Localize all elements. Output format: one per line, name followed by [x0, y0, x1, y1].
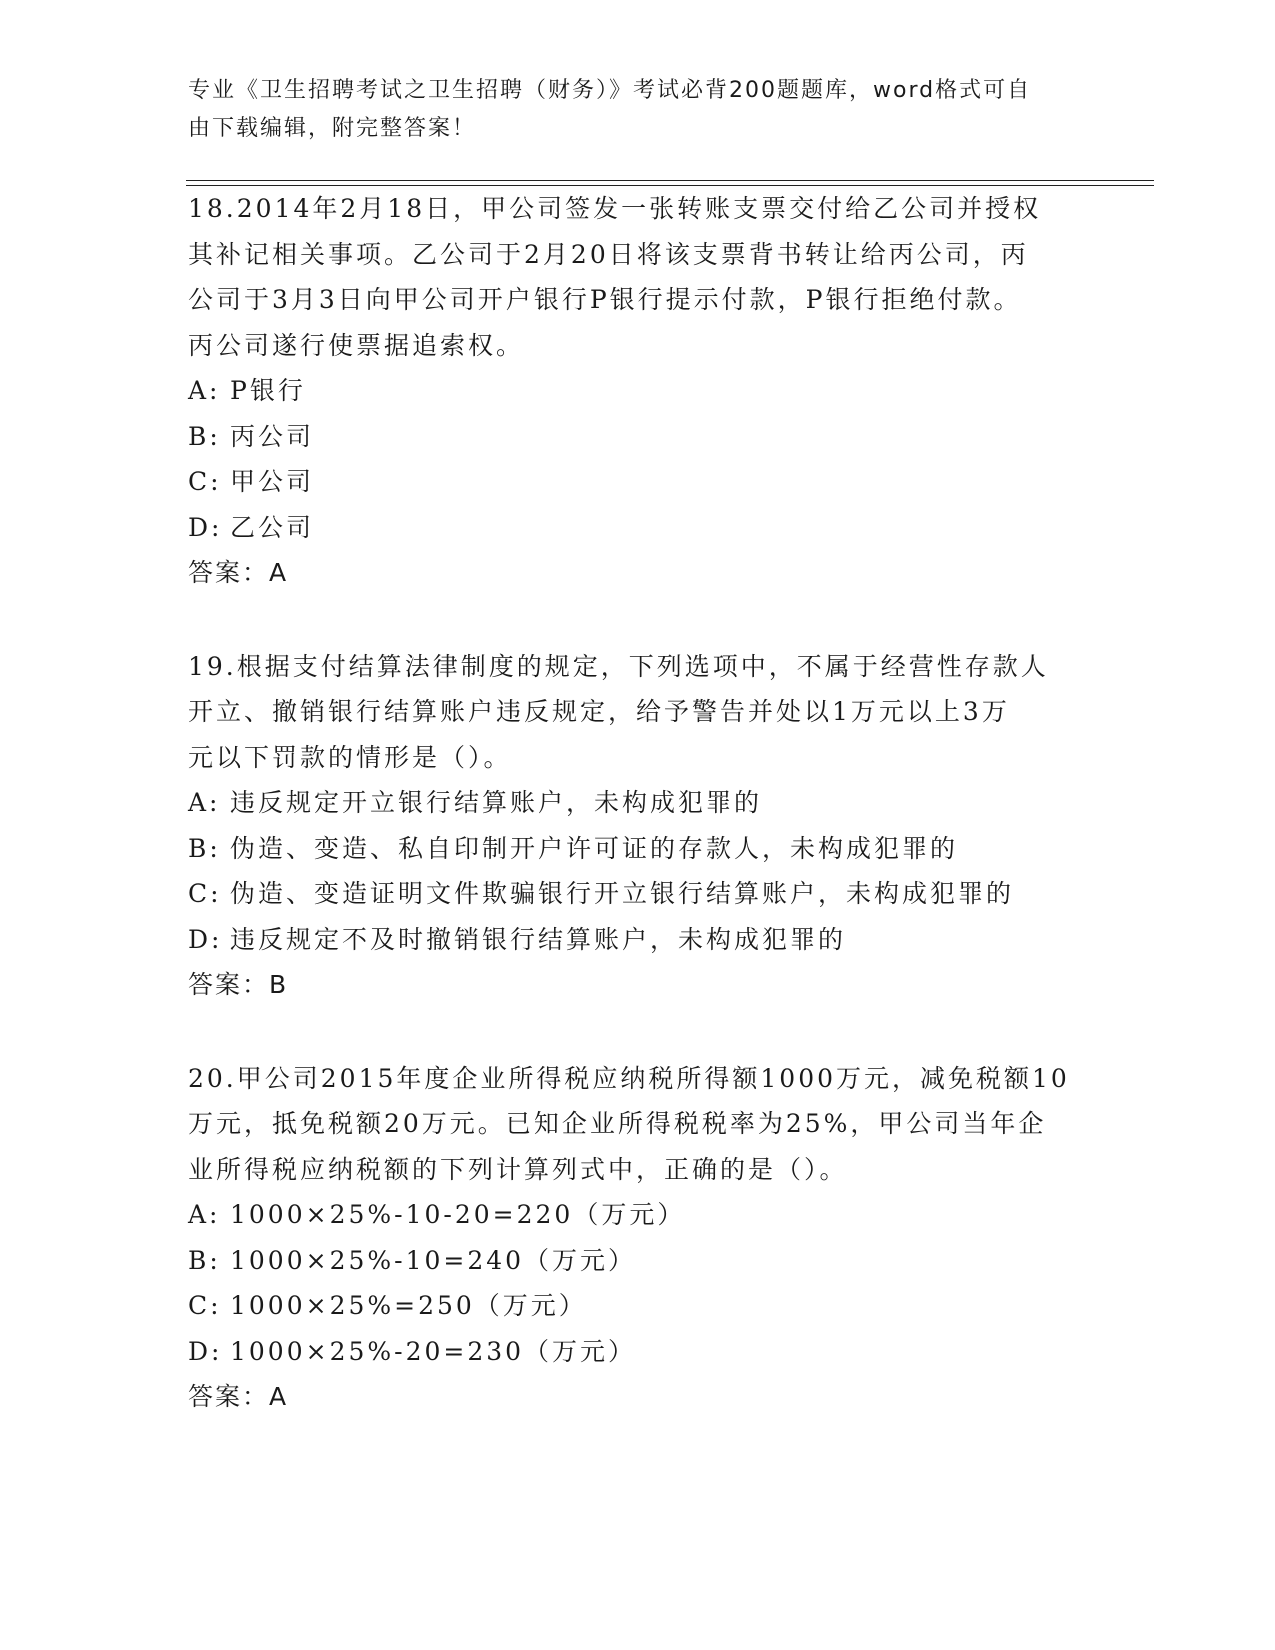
- option-key: B:: [188, 1245, 221, 1275]
- option-key: C:: [188, 467, 222, 496]
- option-text: 乙公司: [230, 512, 315, 542]
- option-key: A:: [188, 376, 221, 405]
- question-spacer: [188, 596, 1088, 644]
- question-stem-line: 元以下罚款的情形是（）。: [188, 742, 512, 772]
- option-text: 伪造、变造证明文件欺骗银行开立银行结算账户，未构成犯罪的: [230, 879, 1015, 908]
- question-stem: [188, 644, 1088, 781]
- option-a: [188, 368, 1088, 414]
- option-text: 1000×25%-10=240（万元）: [230, 1245, 637, 1275]
- option-text: 违反规定不及时撤销银行结算账户，未构成犯罪的: [230, 924, 847, 954]
- option-text: 1000×25%=250（万元）: [230, 1291, 587, 1320]
- question-list: [188, 186, 1088, 1420]
- option-c: [188, 871, 1088, 917]
- option-b: [188, 414, 1088, 460]
- option-key: C:: [188, 1291, 222, 1320]
- option-d: [188, 917, 1088, 963]
- option-key: A:: [188, 788, 221, 817]
- option-text: 丙公司: [230, 421, 315, 451]
- option-d: [188, 505, 1088, 551]
- question-stem: [188, 1056, 1088, 1193]
- question-stem-line: 业所得税应纳税额的下列计算列式中，正确的是（）。: [188, 1154, 848, 1184]
- question-stem-line: 其补记相关事项。乙公司于2月20日将该支票背书转让给丙公司，丙: [188, 239, 1029, 269]
- question-stem-line: 万元，抵免税额20万元。已知企业所得税税率为25%，甲公司当年企: [188, 1109, 1047, 1138]
- question-19: [188, 644, 1088, 1008]
- answer-line: 答案：A: [188, 558, 289, 587]
- question-18: [188, 186, 1088, 596]
- option-key: D:: [188, 512, 223, 542]
- option-text: 1000×25%-10-20=220（万元）: [230, 1200, 686, 1229]
- option-key: C:: [188, 879, 222, 908]
- option-b: [188, 1238, 1088, 1284]
- question-stem-line: 20.甲公司2015年度企业所得税应纳税所得额1000万元，减免税额10: [188, 1063, 1070, 1093]
- option-text: 甲公司: [230, 467, 315, 496]
- question-20: [188, 1056, 1088, 1420]
- option-text: 伪造、变造、私自印制开户许可证的存款人，未构成犯罪的: [230, 833, 959, 863]
- header-line-2: 由下载编辑，附完整答案！: [188, 116, 477, 141]
- answer-line: 答案：B: [188, 970, 289, 999]
- answer-line: 答案：A: [188, 1382, 289, 1411]
- option-a: [188, 1192, 1088, 1238]
- document-header: [188, 72, 1078, 148]
- option-c: [188, 459, 1088, 505]
- option-key: D:: [188, 1336, 223, 1366]
- option-d: [188, 1329, 1088, 1375]
- question-stem-line: 丙公司遂行使票据追索权。: [188, 330, 525, 360]
- option-a: [188, 780, 1088, 826]
- question-stem-line: 18.2014年2月18日，甲公司签发一张转账支票交付给乙公司并授权: [188, 194, 1042, 223]
- question-spacer: [188, 1008, 1088, 1056]
- question-stem: [188, 186, 1088, 368]
- option-c: [188, 1283, 1088, 1329]
- option-key: D:: [188, 924, 223, 954]
- question-stem-line: 公司于3月3日向甲公司开户银行P银行提示付款，P银行拒绝付款。: [188, 285, 1022, 314]
- option-text: 1000×25%-20=230（万元）: [230, 1336, 637, 1366]
- option-text: P银行: [230, 376, 306, 405]
- question-stem-line: 开立、撤销银行结算账户违反规定，给予警告并处以1万元以上3万: [188, 697, 1010, 726]
- header-line-1: 专业《卫生招聘考试之卫生招聘（财务）》考试必背200题题库，word格式可自: [188, 78, 1032, 103]
- option-b: [188, 826, 1088, 872]
- header-divider-top: [186, 180, 1154, 181]
- option-key: B:: [188, 833, 221, 863]
- question-stem-line: 19.根据支付结算法律制度的规定，下列选项中，不属于经营性存款人: [188, 651, 1049, 681]
- option-text: 违反规定开立银行结算账户，未构成犯罪的: [230, 788, 763, 817]
- option-key: A:: [188, 1200, 221, 1229]
- option-key: B:: [188, 421, 221, 451]
